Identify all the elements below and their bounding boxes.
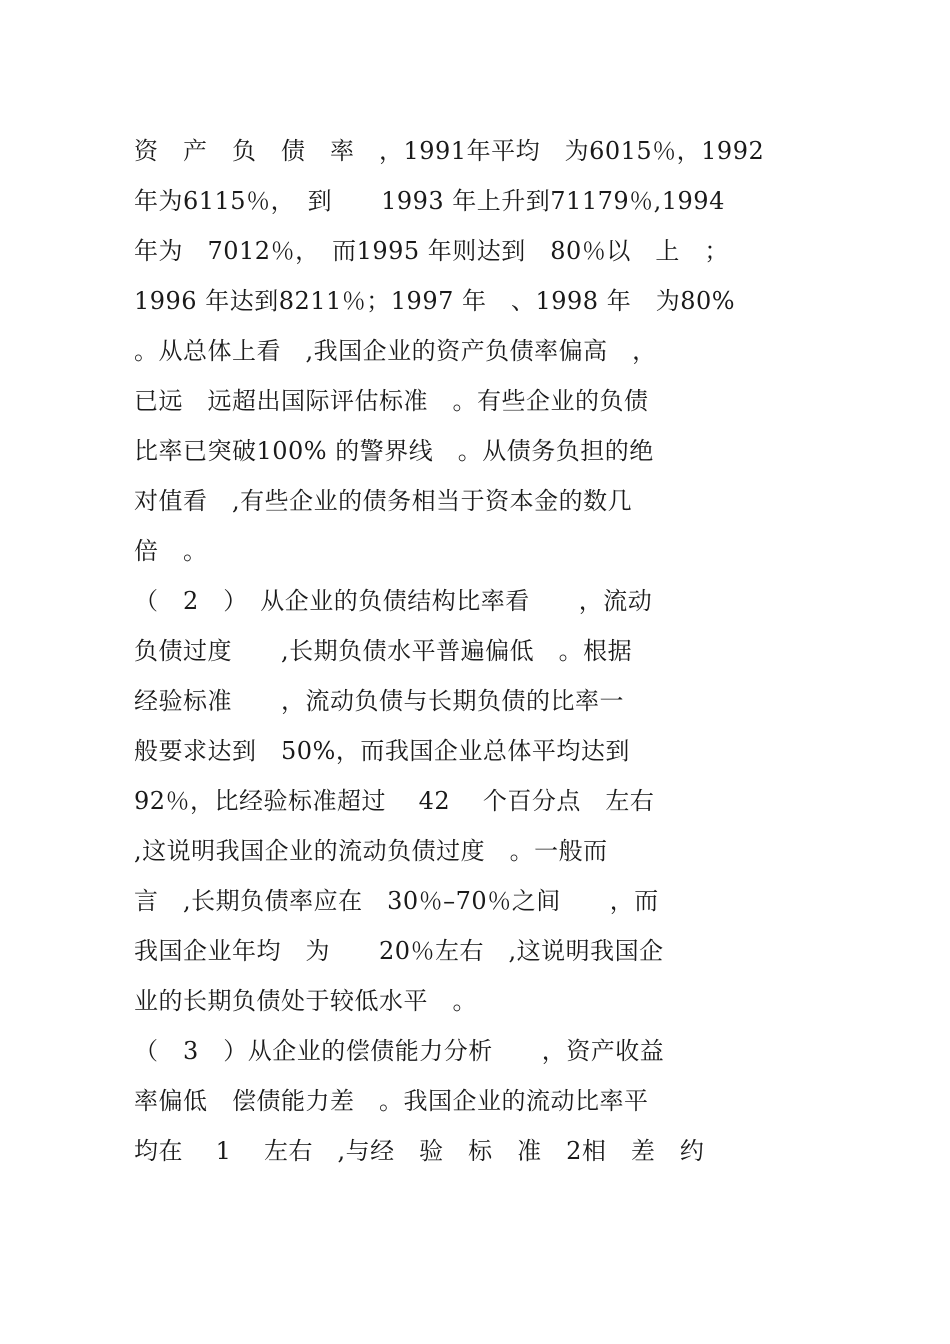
text-line: 1996 年达到8211％；1997 年 、1998 年 为80% xyxy=(134,287,736,315)
text-line: （ 3 ）从企业的偿债能力分析 ，资产收益 xyxy=(134,1037,665,1065)
text-line: 般要求达到 50%，而我国企业总体平均达到 xyxy=(134,737,630,765)
text-line: 倍 。 xyxy=(134,537,208,565)
text-line: 年为 7012％， 而1995 年则达到 80％以 上 ； xyxy=(134,237,729,265)
body-text xyxy=(134,126,798,1176)
text-line: 年为6115％， 到 1993 年上升到71179％,1994 xyxy=(134,187,725,215)
text-line: 对值看 ,有些企业的债务相当于资本金的数几 xyxy=(134,487,633,515)
text-line: 我国企业年均 为 20％左右 ,这说明我国企 xyxy=(134,937,664,965)
text-line: 。从总体上看 ,我国企业的资产负债率偏高 ， xyxy=(134,337,657,365)
text-line: ,这说明我国企业的流动负债过度 。一般而 xyxy=(134,837,608,865)
text-line: 负债过度 ,长期负债水平普遍偏低 。根据 xyxy=(134,637,633,665)
text-line: 资 产 负 债 率 ，1991年平均 为6015％，1992 xyxy=(134,137,765,165)
text-line: 均在 1 左右 ,与经 验 标 准 2相 差 约 xyxy=(134,1137,705,1165)
text-line: 业的长期负债处于较低水平 。 xyxy=(134,987,477,1015)
text-line: 经验标准 ，流动负债与长期负债的比率一 xyxy=(134,687,624,715)
text-line: （ 2 ） 从企业的负债结构比率看 ，流动 xyxy=(134,587,653,615)
text-line: 92％，比经验标准超过 42 个百分点 左右 xyxy=(134,787,655,815)
text-line: 已远 远超出国际评估标准 。有些企业的负债 xyxy=(134,387,649,415)
text-line: 率偏低 偿债能力差 。我国企业的流动比率平 xyxy=(134,1087,649,1115)
text-line: 言 ,长期负债率应在 30％–70％之间 ，而 xyxy=(134,887,659,915)
text-line: 比率已突破100% 的警界线 。从债务负担的绝 xyxy=(134,437,654,465)
